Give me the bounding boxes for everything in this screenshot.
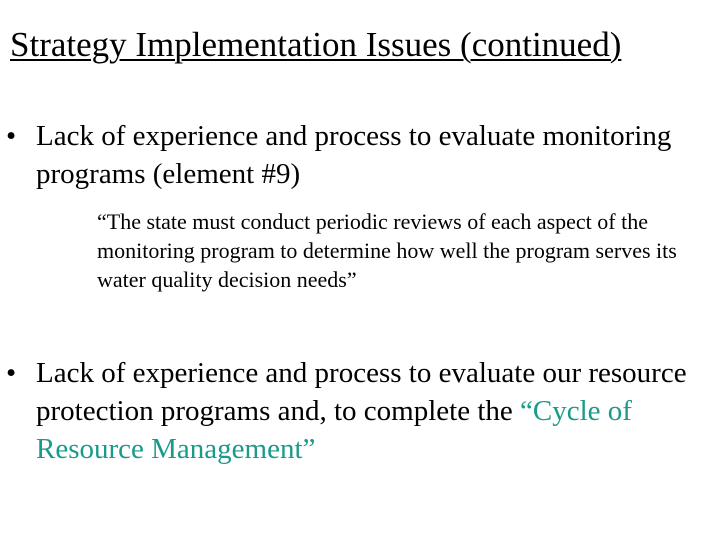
bullet-item-1 [6, 117, 676, 193]
bullet-text: Lack of experience and process to evaluate our resource protection programs and, to complete the [36, 357, 687, 427]
bullet-dot-icon: • [6, 120, 17, 152]
bullet-text: Lack of experience and process to evaluate monitoring programs (element #9) [36, 120, 672, 190]
bullet-item-2 [6, 354, 720, 468]
bullet-dot-icon: • [6, 357, 17, 389]
slide-title: Strategy Implementation Issues (continued) [10, 25, 622, 64]
quote-text: “The state must conduct periodic reviews of each aspect of the monitoring program to determine how well the program serves its water quality decision needs” [97, 209, 677, 292]
highlighted-phrase: “Cycle of Resource Management” [36, 395, 632, 465]
